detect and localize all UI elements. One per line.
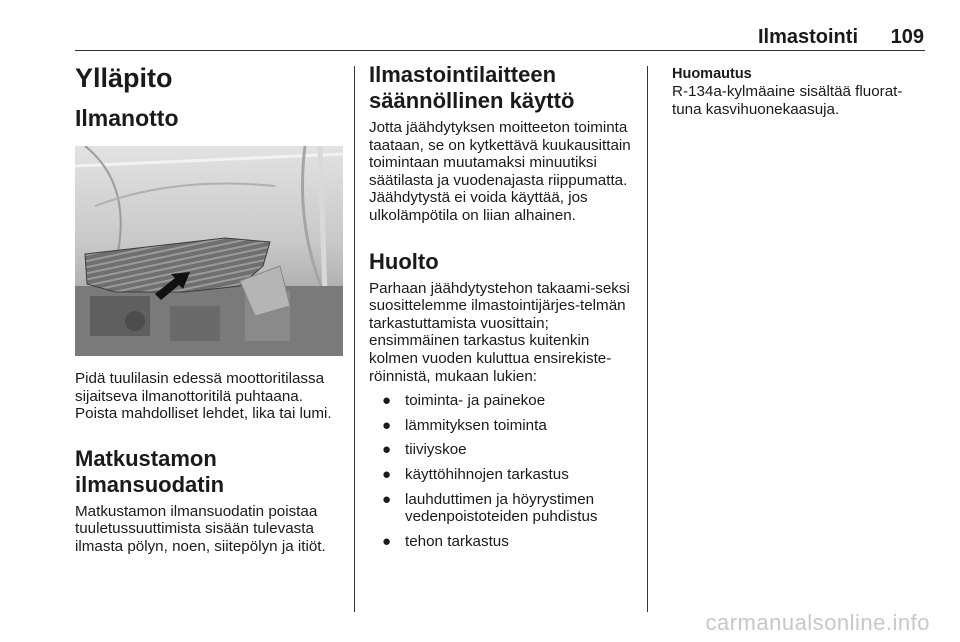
note-text: R-134a-kylmäaine sisältää fluorat-tuna kasvihuonekaasuja. <box>672 83 903 118</box>
heading-regular-use-line2: säännöllinen käyttö <box>369 88 575 113</box>
heading-cabin-filter-line2: ilmansuodatin <box>75 471 225 497</box>
list-item: ● toiminta- ja painekoe <box>382 392 546 410</box>
bullet-icon: ● <box>382 465 392 483</box>
heading-regular-use <box>369 62 637 114</box>
regular-use-text: Jotta jäähdytyksen moitteeton toiminta taataan, se on kytkettävä kuukausittain toimintaan muutamaksi minuutiksi säätilasta ja vuodenajasta riippumatta. Jäähdytystä ei voida käyttää, jos ulkolämpötila on liian alhainen. <box>369 119 631 224</box>
list-item: ● tehon tarkastus <box>382 532 509 550</box>
heading-maintenance: Ylläpito <box>75 63 173 93</box>
column-divider-left <box>354 66 355 612</box>
watermark: carmanualsonline.info <box>705 610 930 635</box>
column-divider-right <box>647 66 648 612</box>
list-item: ● tiiviyskoe <box>382 441 467 459</box>
intake-text: Pidä tuulilasin edessä moottoritilassa sijaitseva ilmanottoritilä puhtaana. Poista mahdolliset lehdet, lika tai lumi. <box>75 370 332 423</box>
heading-regular-use-line1: Ilmastointilaitteen <box>369 62 557 87</box>
list-item: ● käyttöhihnojen tarkastus <box>382 465 569 483</box>
heading-cabin-filter-line1: Matkustamon <box>75 445 217 471</box>
air-intake-photo <box>75 146 343 356</box>
list-item: ● lämmityksen toiminta <box>382 416 547 434</box>
bullet-icon: ● <box>382 441 392 459</box>
heading-air-intake: Ilmanotto <box>75 105 179 131</box>
bullet-icon: ● <box>382 490 392 508</box>
note-title: Huomautus <box>672 66 752 82</box>
filter-text: Matkustamon ilmansuodatin poistaa tuuletussuuttimista sisään tulevasta ilmasta pölyn, noen, siitepölyn ja itiöt. <box>75 502 326 555</box>
service-text: Parhaan jäähdytystehon takaami-seksi suosittelemme ilmastointijärjes-telmän tarkastuttamista vuosittain; ensimmäinen tarkastus kuitenkin kolmen vuoden kuluttua ensirekiste-röinnistä, mukaan lukien: <box>369 279 630 385</box>
air-intake-photo-icon <box>75 146 343 356</box>
column-note <box>672 66 927 118</box>
column-maintenance <box>75 62 343 556</box>
list-item: ● lauhduttimen ja höyrystimen vedenpoistoteiden puhdistus <box>382 490 598 526</box>
bullet-icon: ● <box>382 416 392 434</box>
section-title: Ilmastointi <box>757 26 858 48</box>
bullet-icon: ● <box>382 392 392 410</box>
column-regular-use <box>369 62 637 557</box>
service-checks-list <box>369 392 637 550</box>
header-rule <box>75 50 925 51</box>
heading-cabin-filter <box>75 446 343 498</box>
page-number: 109 <box>890 26 924 48</box>
bullet-icon: ● <box>382 532 392 550</box>
heading-service: Huolto <box>369 248 439 274</box>
